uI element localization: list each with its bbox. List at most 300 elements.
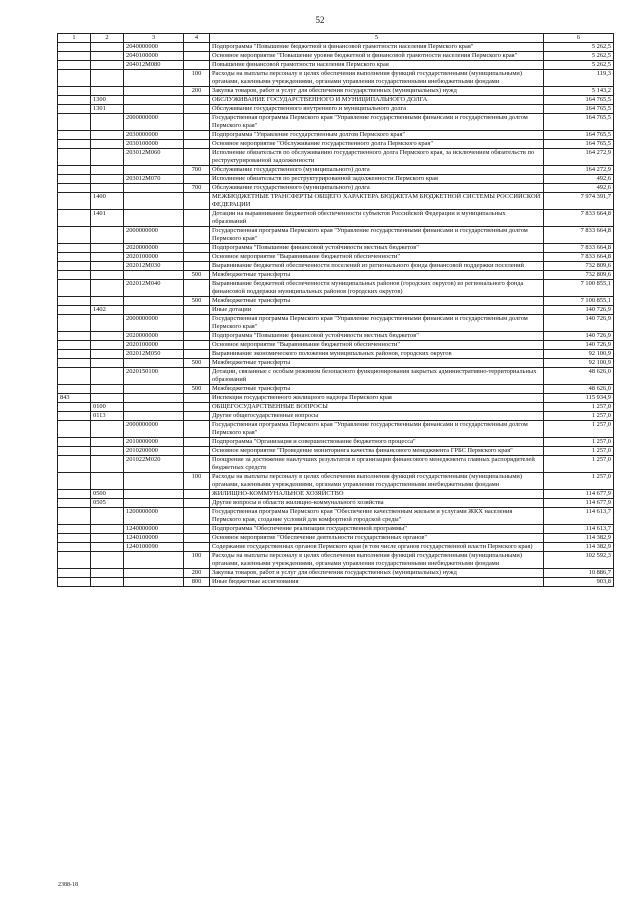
ministry-code-cell [58,525,91,534]
target-article-cell [124,166,184,175]
section-code-cell [91,315,124,332]
ministry-code-cell [58,131,91,140]
amount-cell: 7 833 664,8 [544,253,614,262]
description-cell: Основное мероприятие "Выравнивание бюджетной обеспеченности" [210,253,544,262]
ministry-code-cell [58,61,91,70]
expense-type-cell: 700 [184,166,210,175]
target-article-cell: 1240100090 [124,543,184,552]
section-code-cell [91,525,124,534]
expense-type-cell [184,438,210,447]
target-article-cell: 203012М060 [124,149,184,166]
ministry-code-cell [58,70,91,87]
target-article-cell: 1240100000 [124,534,184,543]
expense-type-cell [184,394,210,403]
amount-cell: 114 677,9 [544,499,614,508]
table-row [58,70,614,87]
description-cell: Расходы на выплаты персоналу в целях обеспечения выполнения функций государственными (муниципальными) органами, казенными учреждениями, органами управления государственными внебюджетными фондами [210,70,544,87]
table-row [58,368,614,385]
description-cell: Исполнение обязательств по обслуживанию государственного долга Пермского края, за исключением обязательств по реструктурированной задолженности [210,149,544,166]
expense-type-cell [184,306,210,315]
expense-type-cell [184,149,210,166]
target-article-cell [124,87,184,96]
target-article-cell: 2020100000 [124,253,184,262]
expense-type-cell: 200 [184,87,210,96]
section-code-cell [91,61,124,70]
description-cell: Другие вопросы в области жилищно-коммунального хозяйства [210,499,544,508]
table-row [58,447,614,456]
amount-cell: 140 726,9 [544,306,614,315]
expense-type-cell [184,421,210,438]
target-article-cell: 2020000000 [124,244,184,253]
description-cell: Выравнивание бюджетной обеспеченности поселений из регионального фонда финансовой поддержки поселений [210,262,544,271]
expense-type-cell [184,253,210,262]
target-article-cell [124,552,184,569]
target-article-cell [124,105,184,114]
ministry-code-cell [58,473,91,490]
target-article-cell: 202012М050 [124,350,184,359]
amount-cell: 1 257,0 [544,473,614,490]
expense-type-cell [184,52,210,61]
description-cell: Основное мероприятие "Повышение уровня бюджетной и финансовой грамотности населения Пермского края" [210,52,544,61]
amount-cell: 114 677,9 [544,490,614,499]
target-article-cell [124,473,184,490]
ministry-code-cell [58,52,91,61]
section-code-cell: 0100 [91,403,124,412]
description-cell: ОБЩЕГОСУДАРСТВЕННЫЕ ВОПРОСЫ [210,403,544,412]
target-article-cell [124,193,184,210]
ministry-code-cell [58,341,91,350]
expense-type-cell: 800 [184,578,210,587]
description-cell: Повышение финансовой грамотности населения Пермского края [210,61,544,70]
description-cell: Обслуживание государственного (муниципального) долга [210,166,544,175]
ministry-code-cell [58,140,91,149]
expense-type-cell [184,490,210,499]
section-code-cell [91,473,124,490]
target-article-cell [124,70,184,87]
table-row [58,210,614,227]
ministry-code-cell [58,385,91,394]
section-code-cell [91,394,124,403]
expense-type-cell: 100 [184,552,210,569]
section-code-cell [91,166,124,175]
description-cell: Государственная программа Пермского края "Обеспечение качественным жильем и услугами ЖКХ населения Пермского края, создание условий для комфортной городской среды" [210,508,544,525]
section-code-cell [91,543,124,552]
table-row [58,262,614,271]
budget-table [57,33,614,587]
table-row [58,244,614,253]
target-article-cell: 2040100000 [124,52,184,61]
description-cell: Расходы на выплаты персоналу в целях обеспечения выполнения функций государственными (муниципальными) органами, казенными учреждениями, органами управления государственными внебюджетными фондами [210,473,544,490]
expense-type-cell [184,447,210,456]
table-header-row [58,34,614,43]
ministry-code-cell [58,359,91,368]
description-cell: Государственная программа Пермского края "Управление государственными финансами и государственным долгом Пермского края" [210,114,544,131]
description-cell: Закупка товаров, работ и услуг для обеспечения государственных (муниципальных) нужд [210,87,544,96]
amount-cell: 1 257,0 [544,412,614,421]
expense-type-cell [184,43,210,52]
amount-cell: 492,6 [544,175,614,184]
expense-type-cell [184,350,210,359]
target-article-cell: 202012М030 [124,262,184,271]
target-article-cell [124,394,184,403]
target-article-cell [124,403,184,412]
amount-cell: 164 765,5 [544,131,614,140]
amount-cell: 5 262,5 [544,61,614,70]
target-article-cell: 1240000000 [124,525,184,534]
section-code-cell [91,341,124,350]
section-code-cell: 1401 [91,210,124,227]
expense-type-cell [184,456,210,473]
section-code-cell [91,70,124,87]
description-cell: Подпрограмма "Повышение финансовой устойчивости местных бюджетов" [210,244,544,253]
target-article-cell: 2010000000 [124,438,184,447]
table-row [58,193,614,210]
description-cell: Выравнивание бюджетной обеспеченности муниципальных районов (городских округов) из регионального фонда финансовой поддержки муниципальных районов (городских округов) [210,280,544,297]
section-code-cell [91,297,124,306]
ministry-code-cell [58,87,91,96]
amount-cell: 7 833 664,8 [544,244,614,253]
ministry-code-cell [58,175,91,184]
description-cell: Выравнивание экономического положения муниципальных районов, городских округов [210,350,544,359]
amount-cell: 7 100 855,1 [544,297,614,306]
section-code-cell [91,175,124,184]
ministry-code-cell [58,244,91,253]
description-cell: Межбюджетные трансферты [210,359,544,368]
ministry-code-cell [58,368,91,385]
amount-cell: 119,3 [544,70,614,87]
table-row [58,543,614,552]
table-row [58,306,614,315]
table-row [58,140,614,149]
header-col-6: 6 [544,34,614,43]
target-article-cell [124,96,184,105]
expense-type-cell: 100 [184,473,210,490]
description-cell: ЖИЛИЩНО-КОММУНАЛЬНОЕ ХОЗЯЙСТВО [210,490,544,499]
target-article-cell: 1200000000 [124,508,184,525]
table-row [58,131,614,140]
ministry-code-cell [58,149,91,166]
ministry-code-cell [58,210,91,227]
ministry-code-cell [58,534,91,543]
table-row [58,43,614,52]
ministry-code-cell [58,43,91,52]
expense-type-cell: 100 [184,70,210,87]
table-row [58,175,614,184]
table-row [58,385,614,394]
ministry-code-cell [58,105,91,114]
amount-cell: 102 592,3 [544,552,614,569]
table-row [58,227,614,244]
table-row [58,315,614,332]
target-article-cell: 2020100000 [124,341,184,350]
table-row [58,280,614,297]
section-code-cell [91,52,124,61]
target-article-cell [124,385,184,394]
amount-cell: 1 257,0 [544,403,614,412]
ministry-code-cell [58,438,91,447]
header-col-4: 4 [184,34,210,43]
section-code-cell [91,87,124,96]
table-body [58,43,614,587]
amount-cell: 732 809,6 [544,271,614,280]
table-row [58,149,614,166]
ministry-code-cell [58,332,91,341]
ministry-code-cell [58,271,91,280]
expense-type-cell: 200 [184,569,210,578]
description-cell: Содержание государственных органов Пермского края (в том числе органов государственной власти Пермского края) [210,543,544,552]
target-article-cell [124,578,184,587]
description-cell: Подпрограмма "Управление государственным долгом Пермского края" [210,131,544,140]
amount-cell: 7 100 855,1 [544,280,614,297]
section-code-cell [91,244,124,253]
ministry-code-cell [58,166,91,175]
expense-type-cell [184,61,210,70]
amount-cell: 114 613,7 [544,508,614,525]
table-row [58,412,614,421]
ministry-code-cell [58,499,91,508]
section-code-cell [91,350,124,359]
ministry-code-cell [58,490,91,499]
amount-cell: 492,6 [544,184,614,193]
section-code-cell [91,43,124,52]
ministry-code-cell [58,280,91,297]
expense-type-cell [184,96,210,105]
table-row [58,253,614,262]
description-cell: Исполнение обязательств по реструктурированной задолженности Пермского края [210,175,544,184]
page-number: 52 [315,15,325,25]
table-row [58,350,614,359]
target-article-cell: 2030000000 [124,131,184,140]
description-cell: Иные бюджетные ассигнования [210,578,544,587]
section-code-cell [91,359,124,368]
table-row [58,508,614,525]
amount-cell: 114 382,9 [544,543,614,552]
target-article-cell: 201022М020 [124,456,184,473]
expense-type-cell [184,114,210,131]
expense-type-cell: 500 [184,385,210,394]
expense-type-cell: 500 [184,359,210,368]
expense-type-cell [184,280,210,297]
expense-type-cell [184,543,210,552]
header-col-5: 5 [210,34,544,43]
amount-cell: 140 726,9 [544,332,614,341]
section-code-cell [91,253,124,262]
table-row [58,578,614,587]
description-cell: Поощрение за достижение наилучших результатов в организации финансового менеджмента главных распорядителей бюджетных средств [210,456,544,473]
amount-cell: 164 765,5 [544,96,614,105]
description-cell: Подпрограмма "Организация и совершенствование бюджетного процесса" [210,438,544,447]
target-article-cell [124,359,184,368]
section-code-cell [91,140,124,149]
expense-type-cell: 500 [184,297,210,306]
target-article-cell [124,210,184,227]
table-row [58,394,614,403]
table-row [58,52,614,61]
expense-type-cell: 700 [184,184,210,193]
amount-cell: 48 626,0 [544,385,614,394]
target-article-cell [124,271,184,280]
description-cell: Основное мероприятие "Выравнивание бюджетной обеспеченности" [210,341,544,350]
section-code-cell: 1400 [91,193,124,210]
amount-cell: 164 272,9 [544,149,614,166]
section-code-cell [91,131,124,140]
expense-type-cell [184,341,210,350]
amount-cell: 1 257,0 [544,456,614,473]
target-article-cell: 2030100000 [124,140,184,149]
description-cell: Иные дотации [210,306,544,315]
description-cell: Межбюджетные трансферты [210,385,544,394]
ministry-code-cell [58,262,91,271]
expense-type-cell [184,534,210,543]
description-cell: Основное мероприятие "Обслуживание государственного долга Пермского края" [210,140,544,149]
description-cell: Основное мероприятие "Проведение мониторинга качества финансового менеджмента ГРБС Пермского края" [210,447,544,456]
section-code-cell: 0500 [91,490,124,499]
target-article-cell: 2020000000 [124,332,184,341]
amount-cell: 164 765,5 [544,105,614,114]
ministry-code-cell [58,543,91,552]
ministry-code-cell [58,578,91,587]
expense-type-cell [184,175,210,184]
section-code-cell [91,227,124,244]
expense-type-cell [184,499,210,508]
amount-cell: 140 726,9 [544,341,614,350]
ministry-code-cell [58,315,91,332]
table-row [58,341,614,350]
ministry-code-cell [58,350,91,359]
section-code-cell [91,552,124,569]
amount-cell: 164 272,9 [544,166,614,175]
description-cell: Дотации на выравнивание бюджетной обеспеченности субъектов Российской Федерации и муниципальных образований [210,210,544,227]
expense-type-cell [184,131,210,140]
description-cell: Государственная программа Пермского края "Управление государственными финансами и государственным долгом Пермского края" [210,227,544,244]
amount-cell: 115 934,9 [544,394,614,403]
ministry-code-cell [58,421,91,438]
ministry-code-cell [58,96,91,105]
ministry-code-cell [58,447,91,456]
ministry-code-cell [58,253,91,262]
expense-type-cell [184,210,210,227]
target-article-cell: 2000000000 [124,114,184,131]
table-row [58,105,614,114]
section-code-cell: 1300 [91,96,124,105]
section-code-cell: 1402 [91,306,124,315]
amount-cell: 114 613,7 [544,525,614,534]
ministry-code-cell [58,193,91,210]
ministry-code-cell [58,114,91,131]
table-row [58,525,614,534]
expense-type-cell [184,193,210,210]
table-row [58,332,614,341]
table-row [58,359,614,368]
expense-type-cell [184,105,210,114]
table-row [58,297,614,306]
description-cell: Основное мероприятие "Обеспечение деятельности государственных органов" [210,534,544,543]
description-cell: Дотации, связанные с особым режимом безопасного функционирования закрытых административно-территориальных образований [210,368,544,385]
expense-type-cell [184,368,210,385]
description-cell: Межбюджетные трансферты [210,271,544,280]
section-code-cell [91,280,124,297]
expense-type-cell [184,525,210,534]
expense-type-cell [184,244,210,253]
amount-cell: 164 765,5 [544,140,614,149]
amount-cell: 48 626,0 [544,368,614,385]
expense-type-cell [184,262,210,271]
ministry-code-cell [58,227,91,244]
target-article-cell [124,569,184,578]
amount-cell: 903,8 [544,578,614,587]
description-cell: Подпрограмма "Обеспечение реализации государственной программы" [210,525,544,534]
table-row [58,184,614,193]
table-row [58,271,614,280]
target-article-cell: 2010200000 [124,447,184,456]
description-cell: Государственная программа Пермского края "Управление государственными финансами и государственным долгом Пермского края" [210,421,544,438]
table-row [58,438,614,447]
amount-cell: 164 765,5 [544,114,614,131]
amount-cell: 114 382,9 [544,534,614,543]
amount-cell: 1 257,0 [544,421,614,438]
description-cell: Межбюджетные трансферты [210,297,544,306]
target-article-cell [124,306,184,315]
target-article-cell: 2000000000 [124,227,184,244]
description-cell: Закупка товаров, работ и услуг для обеспечения государственных (муниципальных) нужд [210,569,544,578]
target-article-cell: 2040000000 [124,43,184,52]
target-article-cell: 2000000000 [124,421,184,438]
target-article-cell [124,184,184,193]
amount-cell: 1 257,0 [544,438,614,447]
table-row [58,473,614,490]
header-col-2: 2 [91,34,124,43]
target-article-cell: 202012М040 [124,280,184,297]
target-article-cell: 2000000000 [124,315,184,332]
description-cell: Государственная программа Пермского края "Управление государственными финансами и государственным долгом Пермского края" [210,315,544,332]
section-code-cell [91,421,124,438]
ministry-code-cell: 843 [58,394,91,403]
target-article-cell: 204012М080 [124,61,184,70]
table-row [58,114,614,131]
ministry-code-cell [58,412,91,421]
table-row [58,534,614,543]
expense-type-cell [184,403,210,412]
expense-type-cell [184,412,210,421]
table-row [58,456,614,473]
ministry-code-cell [58,184,91,193]
section-code-cell [91,271,124,280]
target-article-cell: 2020150100 [124,368,184,385]
description-cell: Подпрограмма "Повышение финансовой устойчивости местных бюджетов" [210,332,544,341]
expense-type-cell [184,140,210,149]
header-col-3: 3 [124,34,184,43]
target-article-cell [124,490,184,499]
description-cell: МЕЖБЮДЖЕТНЫЕ ТРАНСФЕРТЫ ОБЩЕГО ХАРАКТЕРА БЮДЖЕТАМ БЮДЖЕТНОЙ СИСТЕМЫ РОССИЙСКОЙ ФЕДЕРАЦИИ [210,193,544,210]
amount-cell: 1 257,0 [544,447,614,456]
table-row [58,569,614,578]
section-code-cell: 0113 [91,412,124,421]
description-cell: Обслуживание государственного внутреннего и муниципального долга [210,105,544,114]
description-cell: Другие общегосударственные вопросы [210,412,544,421]
amount-cell: 5 262,5 [544,52,614,61]
amount-cell: 10 886,7 [544,569,614,578]
amount-cell: 732 809,6 [544,262,614,271]
section-code-cell [91,578,124,587]
amount-cell: 92 100,9 [544,350,614,359]
section-code-cell [91,438,124,447]
expense-type-cell: 500 [184,271,210,280]
table-row [58,166,614,175]
section-code-cell [91,332,124,341]
amount-cell: 5 143,2 [544,87,614,96]
section-code-cell [91,114,124,131]
amount-cell: 140 726,9 [544,315,614,332]
